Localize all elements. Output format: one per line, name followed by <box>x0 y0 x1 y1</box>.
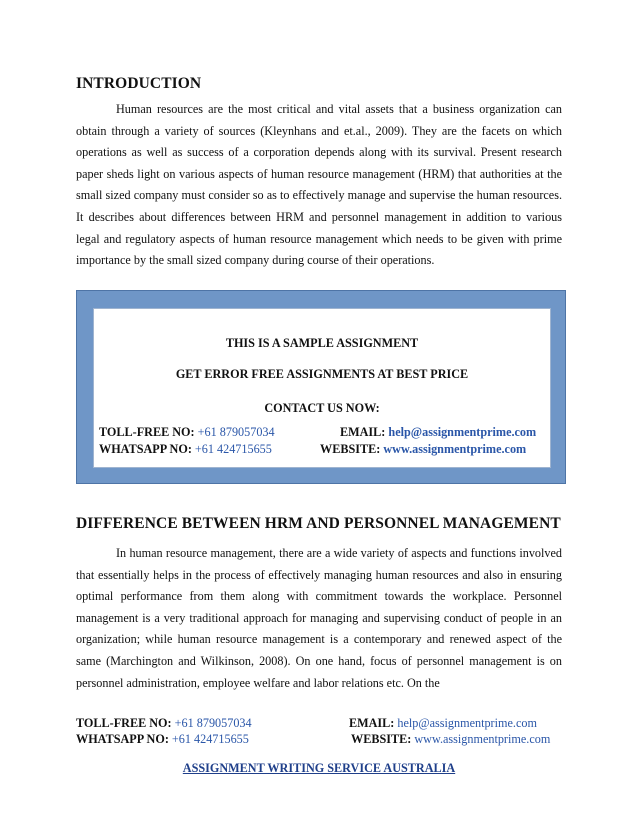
footer-email <box>349 716 537 731</box>
footer-tollfree <box>76 716 252 731</box>
footer-whatsapp-value[interactable]: +61 424715655 <box>171 732 249 746</box>
introduction-heading: INTRODUCTION <box>76 75 202 92</box>
introduction-paragraph: Human resources are the most critical and vital assets that a business organization can obtain through a variety of sources (Kleynhans and et.al., 2009). They are the facets on which operations as well as success of a corporation depends along with its survival. Present research paper sheds light on various aspects of human resource management (HRM) that authorities at the small sized company must consider so as to effectively manage and supervise the human resources. It describes about differences between HRM and personnel management in addition to various legal and regulatory aspects of human resource management which needs to be given with prime importance by the small sized company during course of their operations. <box>76 102 562 268</box>
footer-website <box>351 732 550 747</box>
promo-box <box>93 308 551 468</box>
footer-whatsapp <box>76 732 249 747</box>
difference-paragraph: In human resource management, there are a wide variety of aspects and functions involved that essentially helps in the process of effectively managing human resources and also in ensuring optimal performance from them along with commitment towards the workplace. Personnel management is a very traditional approach for managing and supervising conduct of people in an organization; while human resource management is a contemporary and renewed aspect of the same (Marchington and Wilkinson, 2008). On one hand, focus of personnel management is on personnel administration, employee welfare and labor relations etc. On the <box>76 546 562 690</box>
footer-email-label: EMAIL: <box>349 716 395 730</box>
promo-banner <box>76 290 566 484</box>
promo-whatsapp-label: WHATSAPP NO: <box>99 442 192 456</box>
promo-tollfree-value[interactable]: +61 879057034 <box>197 425 275 439</box>
difference-heading: DIFFERENCE BETWEEN HRM AND PERSONNEL MANAGEMENT <box>76 515 561 532</box>
promo-contact-line: CONTACT US NOW: <box>264 401 380 415</box>
promo-email-label: EMAIL: <box>340 425 386 439</box>
promo-email <box>340 425 536 440</box>
promo-whatsapp-value[interactable]: +61 424715655 <box>194 442 272 456</box>
promo-website <box>320 442 526 457</box>
footer-tollfree-label: TOLL-FREE NO: <box>76 716 172 730</box>
promo-website-label: WEBSITE: <box>320 442 381 456</box>
promo-website-value[interactable]: www.assignmentprime.com <box>383 442 527 456</box>
promo-email-value[interactable]: help@assignmentprime.com <box>388 425 537 439</box>
footer-title[interactable]: ASSIGNMENT WRITING SERVICE AUSTRALIA <box>182 761 456 775</box>
promo-sample-line: THIS IS A SAMPLE ASSIGNMENT <box>225 336 419 350</box>
promo-tollfree-label: TOLL-FREE NO: <box>99 425 195 439</box>
promo-tollfree <box>99 425 275 440</box>
footer-whatsapp-label: WHATSAPP NO: <box>76 732 169 746</box>
footer-website-value[interactable]: www.assignmentprime.com <box>414 732 551 746</box>
promo-price-line: GET ERROR FREE ASSIGNMENTS AT BEST PRICE <box>175 367 469 381</box>
footer-tollfree-value[interactable]: +61 879057034 <box>174 716 252 730</box>
footer-email-value[interactable]: help@assignmentprime.com <box>397 716 537 730</box>
footer-website-label: WEBSITE: <box>351 732 412 746</box>
promo-whatsapp <box>99 442 272 457</box>
